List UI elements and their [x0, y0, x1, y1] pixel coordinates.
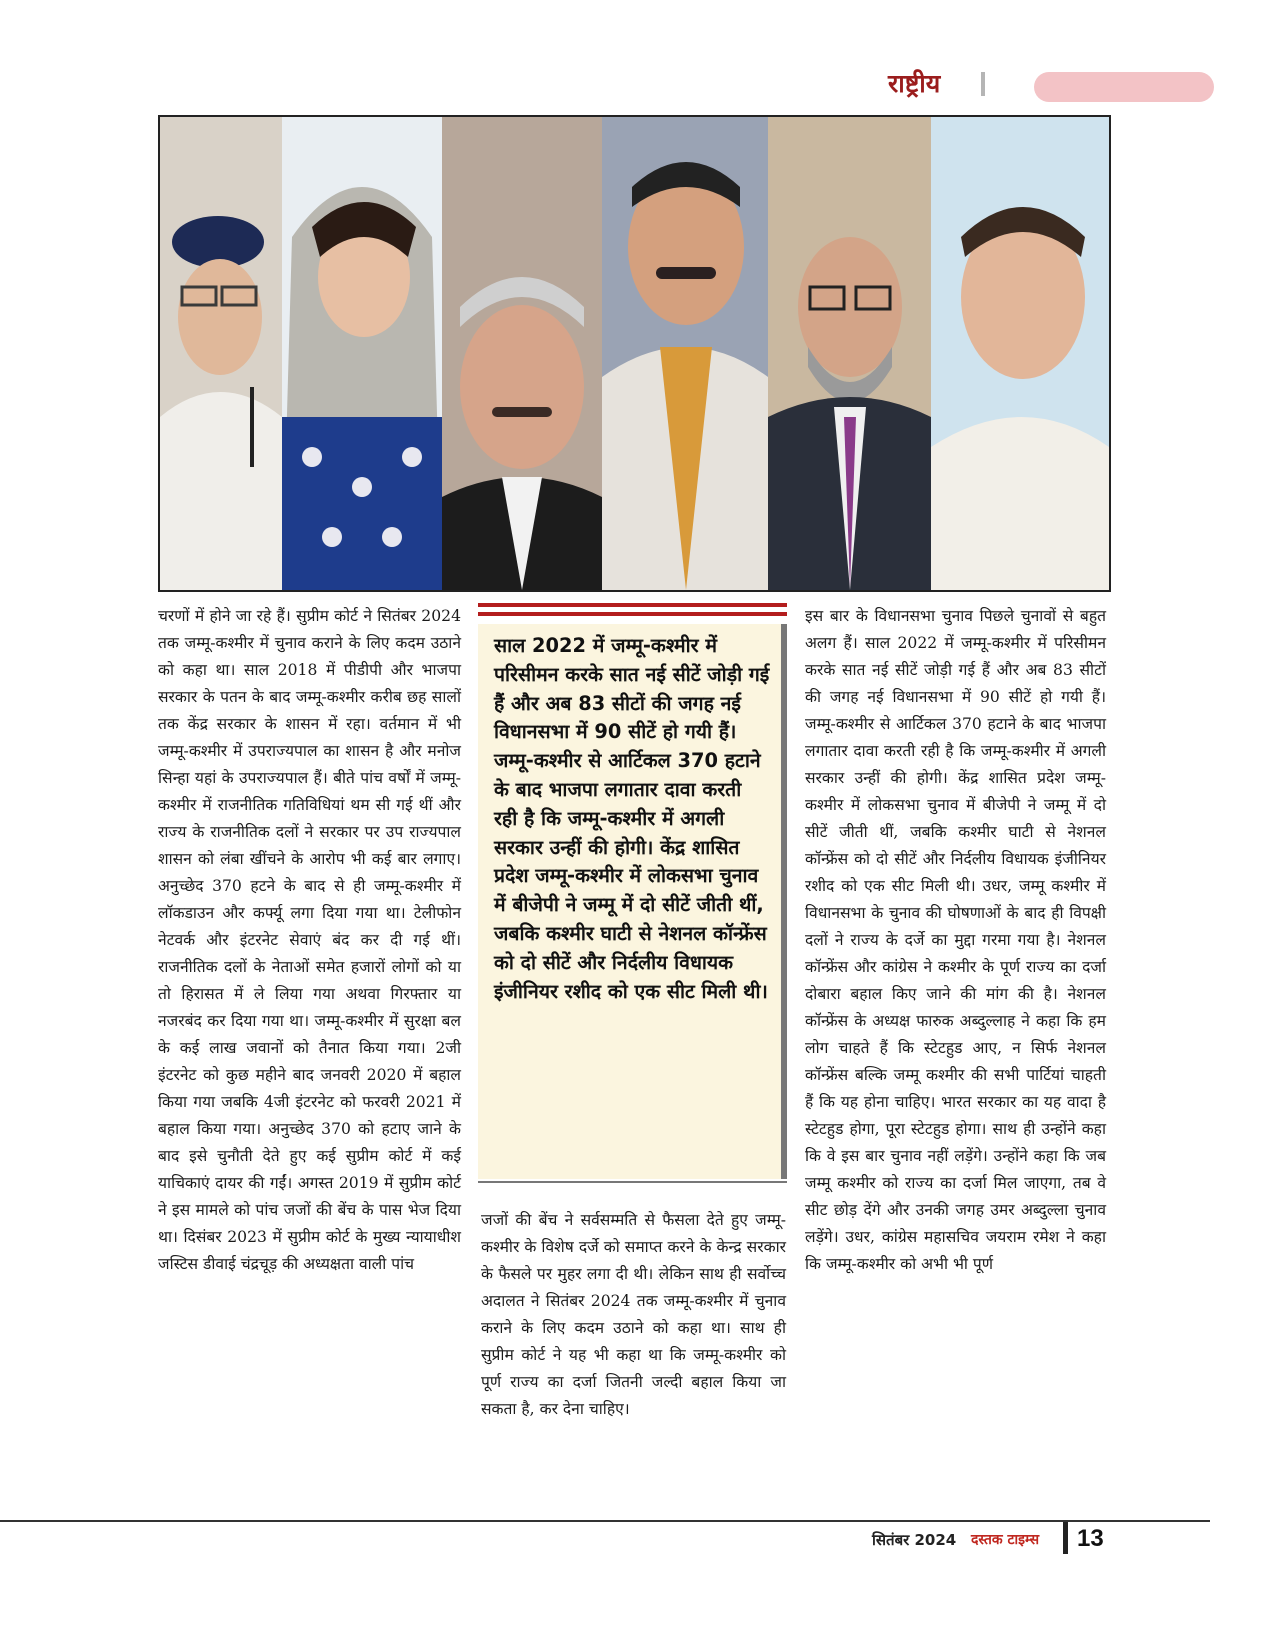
section-decoration [1034, 72, 1214, 102]
leader-photo-3 [442, 117, 602, 590]
publication-logo: दस्तक टाइम्स [971, 1532, 1040, 1548]
pull-quote-rule-bottom [478, 1181, 787, 1183]
article-column-middle: जजों की बेंच ने सर्वसम्मति से फैसला देते हुए जम्मू-कश्मीर के विशेष दर्जे को समाप्त करने के केन्द्र सरकार के फैसले पर मुहर लगा दी थी। लेकिन साथ ही सर्वोच्च अदालत ने सितंबर 2024 तक जम्मू-कश्मीर में चुनाव कराने के लिए कदम उठाने को कहा था। साथ ही सुप्रीम कोर्ट ने यह भी कहा था कि जम्मू-कश्मीर को पूर्ण राज्य का दर्जा जितनी जल्दी बहाल किया जा सकता है, कर देना चाहिए। [481, 1211, 786, 1418]
pull-quote: साल 2022 में जम्मू-कश्मीर में परिसीमन करके सात नई सीटें जोड़ी गई हैं और अब 83 सीटों की जगह नई विधानसभा में 90 सीटें हो गयी हैं। जम्मू-कश्मीर से आर्टिकल 370 हटाने के बाद भाजपा लगातार दावा करती रही है कि जम्मू-कश्मीर में अगली सरकार उन्हीं की होगी। केंद्र शासित प्रदेश जम्मू-कश्मीर में लोकसभा चुनाव में बीजेपी ने जम्मू में दो सीटें जीती थीं, जबकि कश्मीर घाटी से नेशनल कॉन्फ्रेंस को दो सीटें और निर्दलीय विधायक इंजीनियर रशीद को एक सीट मिली थी। [494, 634, 770, 1003]
article-column-right: इस बार के विधानसभा चुनाव पिछले चुनावों से बहुत अलग हैं। साल 2022 में जम्मू-कश्मीर में परिसीमन करके सात नई सीटें जोड़ी गई हैं और अब 83 सीटों की जगह नई विधानसभा में 90 सीटें हो गयी हैं। जम्मू-कश्मीर से आर्टिकल 370 हटाने के बाद भाजपा लगातार दावा करती रही है कि जम्मू-कश्मीर में अगली सरकार उन्हीं की होगी। केंद्र शासित प्रदेश जम्मू-कश्मीर में लोकसभा चुनाव में बीजेपी ने जम्मू में दो सीटें जीती थीं, जबकि कश्मीर घाटी से नेशनल कॉन्फ्रेंस को दो सीटें और निर्दलीय विधायक इंजीनियर रशीद को एक सीट मिली थी। उधर, जम्मू कश्मीर में विधानसभा के चुनाव की घोषणाओं के बाद ही विपक्षी दलों ने राज्य के दर्जे का मुद्दा गरमा गया है। नेशनल कॉन्फ्रेंस और कांग्रेस ने कश्मीर के पूर्ण राज्य का दर्जा दोबारा बहाल किए जाने की मांग की है। नेशनल कॉन्फ्रेंस के अध्यक्ष फारुक अब्दुल्लाह ने कहा कि हम लोग चाहते हैं कि स्टेटहुड आए, न सिर्फ नेशनल कॉन्फ्रेंस बल्कि जम्मू कश्मीर की सभी पार्टियां चाहती हैं कि यह होना चाहिए। भारत सरकार का यह वादा है स्टेटहुड होगा, पूरा स्टेटहुड होगा। साथ ही उन्होंने कहा कि वे इस बार चुनाव नहीं लड़ेंगे। उन्होंने कहा कि जब जम्मू कश्मीर को राज्य का दर्जा मिल जाएगा, तब वे सीट छोड़ देंगे और उनकी जगह उमर अब्दुल्ला चुनाव लड़ेंगे। उधर, कांग्रेस महासचिव जयराम रमेश ने कहा कि जम्मू-कश्मीर को अभी भी पूर्ण [805, 607, 1106, 1273]
leader-photo-2 [282, 117, 442, 590]
pull-quote-rule-top-2 [478, 612, 787, 616]
leader-photo-5 [768, 117, 931, 590]
pull-quote-rule-top [478, 603, 787, 607]
leader-photo-6 [931, 117, 1109, 590]
article-column-left: चरणों में होने जा रहे हैं। सुप्रीम कोर्ट ने सितंबर 2024 तक जम्मू-कश्मीर में चुनाव कराने के लिए कदम उठाने को कहा था। साल 2018 में पीडीपी और भाजपा सरकार के पतन के बाद जम्मू-कश्मीर करीब छह सालों तक केंद्र सरकार के शासन में रहा। वर्तमान में भी जम्मू-कश्मीर में उपराज्यपाल का शासन है और मनोज सिन्हा यहां के उपराज्यपाल हैं। बीते पांच वर्षों में जम्मू-कश्मीर में राजनीतिक गतिविधियां थम सी गई थीं और राज्य के राजनीतिक दलों ने सरकार पर उप राज्यपाल शासन को लंबा खींचने के आरोप भी कई बार लगाए। अनुच्छेद 370 हटने के बाद से ही जम्मू-कश्मीर में लॉकडाउन और कर्फ्यू लगा दिया गया था। टेलीफोन नेटवर्क और इंटरनेट सेवाएं बंद कर दी गई थीं। राजनीतिक दलों के नेताओं समेत हजारों लोगों को या तो हिरासत में ले लिया गया अथवा गिरफ्तार या नजरबंद कर दिया गया था। जम्मू-कश्मीर में सुरक्षा बल के कई लाख जवानों को तैनात किया गया। 2जी इंटरनेट को कुछ महीने बाद जनवरी 2020 में बहाल किया गया जबकि 4जी इंटरनेट को फरवरी 2021 में बहाल किया गया। अनुच्छेद 370 को हटाए जाने के बाद इसे चुनौती देते हुए कई सुप्रीम कोर्ट में कई याचिकाएं दायर की गईं। अगस्त 2019 में सुप्रीम कोर्ट ने इस मामले को पांच जजों की बेंच के पास भेज दिया था। दिसंबर 2023 में सुप्रीम कोर्ट के मुख्य न्यायाधीश जस्टिस डीवाई चंद्रचूड़ की अध्यक्षता वाली पांच [158, 607, 461, 1273]
footer-separator [1063, 1522, 1068, 1554]
section-title: राष्ट्रीय [888, 69, 941, 98]
issue-date: सितंबर 2024 [872, 1531, 957, 1549]
footer-divider [0, 1520, 1210, 1522]
section-divider [981, 72, 985, 96]
page-number: 13 [1077, 1525, 1104, 1552]
leader-photo-4 [602, 117, 768, 590]
leader-photo-1 [160, 117, 282, 590]
leaders-photo-collage [158, 115, 1111, 592]
